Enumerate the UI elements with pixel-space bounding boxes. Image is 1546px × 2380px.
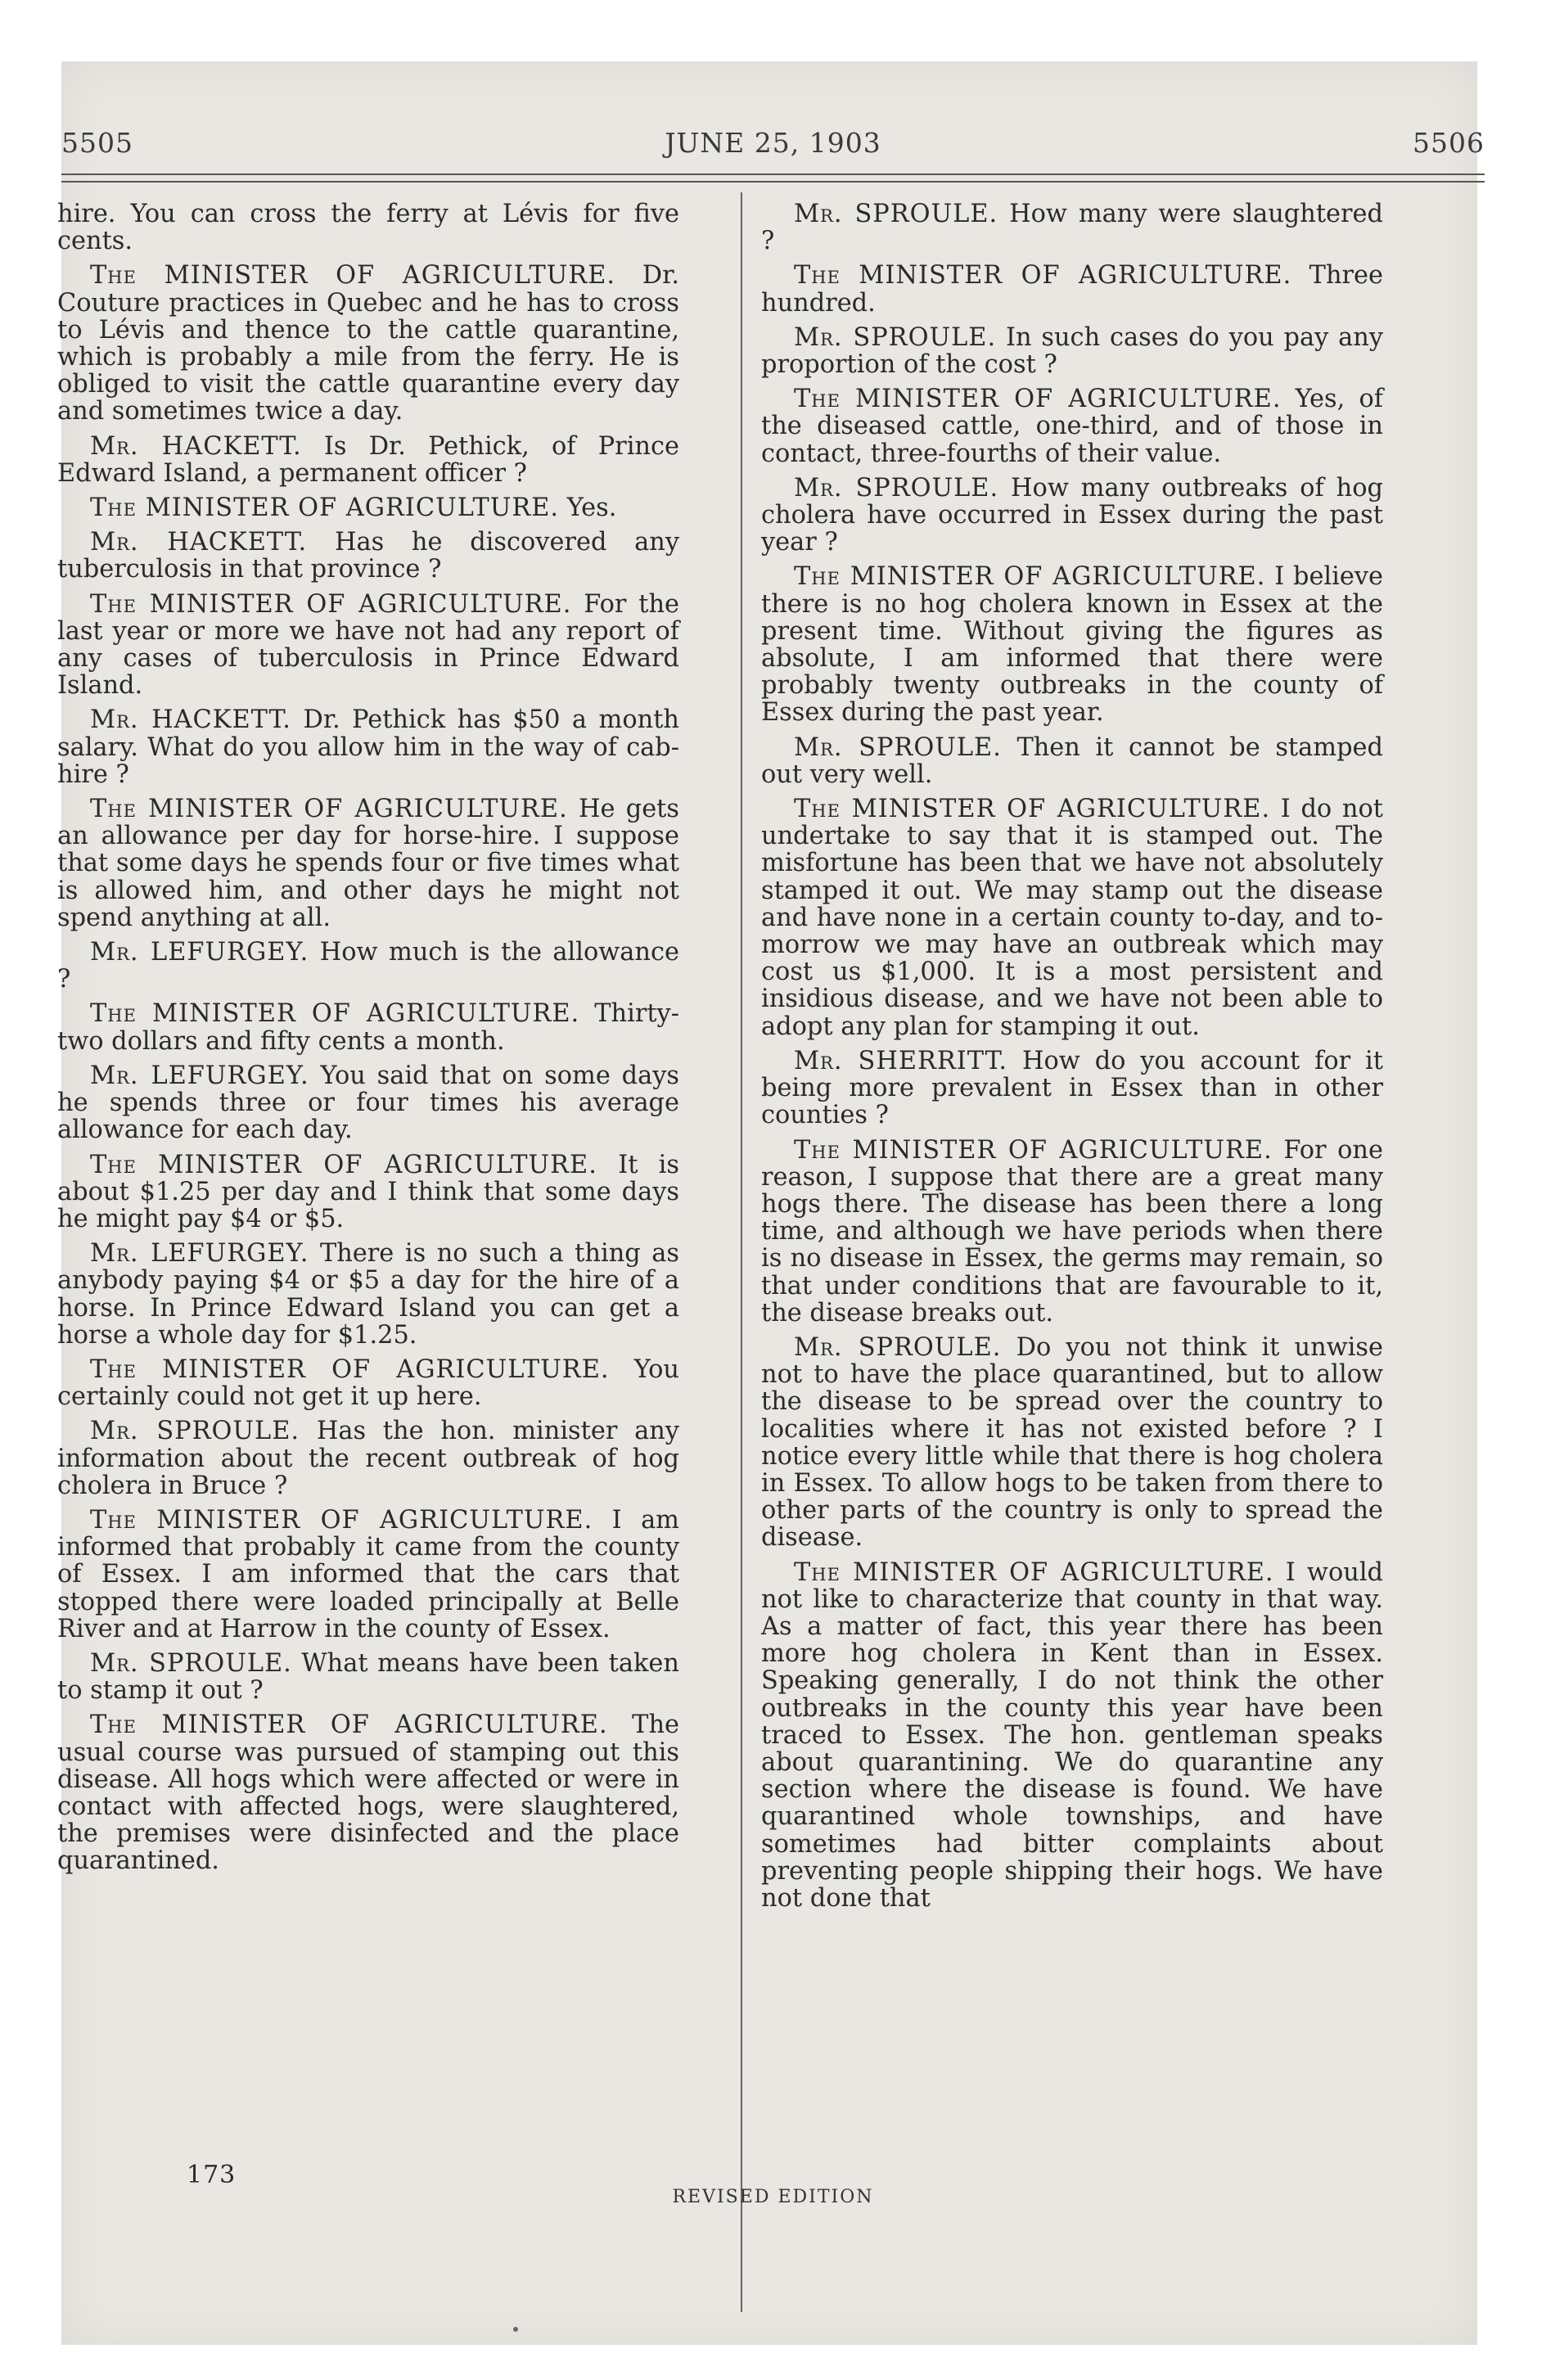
hansard-paragraph xyxy=(57,1152,679,1233)
speech-text: How many outbreaks of hog cholera have occurred in Essex during the past year ? xyxy=(761,473,1383,557)
speaker-name: Mr. SPROULE. xyxy=(794,200,998,228)
page-number-left: 5505 xyxy=(61,127,133,159)
speech-text: How many were slaughtered ? xyxy=(761,200,1383,256)
right-column xyxy=(761,201,1383,1919)
hansard-paragraph xyxy=(761,796,1383,1040)
hansard-paragraph xyxy=(57,201,679,255)
speaker-name: The MINISTER OF AGRICULTURE. xyxy=(90,1355,610,1384)
speaker-name: The MINISTER OF AGRICULTURE. xyxy=(794,1135,1273,1165)
speech-text: Yes, of the diseased cattle, one-third, and of those in contact, three-fourths of their value. xyxy=(761,385,1383,468)
hansard-paragraph xyxy=(761,385,1383,467)
hansard-paragraph xyxy=(57,1650,679,1704)
speaker-name: Mr. SPROULE. xyxy=(90,1417,300,1446)
page-number-right: 5506 xyxy=(1413,127,1485,159)
speaker-name: The MINISTER OF AGRICULTURE. xyxy=(794,261,1292,291)
speaker-name: Mr. LEFURGEY. xyxy=(90,1239,309,1269)
speaker-name: The MINISTER OF AGRICULTURE. xyxy=(90,1150,597,1179)
hansard-paragraph xyxy=(57,939,679,993)
speech-text: For one reason, I suppose that there are a great many hogs there. The disease has been there a long time, and although we have periods when there is no disease in Essex, the germs may remain, so that under conditions that are favourable to it, the disease breaks out. xyxy=(761,1135,1383,1327)
speaker-name: Mr. SPROULE. xyxy=(90,1648,292,1678)
speaker-name: Mr. LEFURGEY. xyxy=(90,1061,309,1090)
left-column xyxy=(57,201,679,1882)
speaker-name: Mr. HACKETT. xyxy=(90,431,302,461)
speech-text: Do you not think it unwise not to have the place quarantined, but to allow the disease to be spread over the country to localities where it has not existed before ? I notice every little while that there is hog cholera in Essex. To allow hogs to be taken from there to other parts of the country is only to spread the disease. xyxy=(761,1332,1383,1553)
speech-text: hire. You can cross the ferry at Lévis for five cents. xyxy=(57,200,679,256)
hansard-paragraph xyxy=(57,1240,679,1349)
speaker-name: Mr. SPROULE. xyxy=(794,1332,1002,1362)
hansard-paragraph xyxy=(57,796,679,931)
speech-text: Yes. xyxy=(566,494,617,523)
speech-text: He gets an allowance per day for horse-hire. I suppose that some days he spends four or five times what is allowed him, and other days he might not spend anything at all. xyxy=(57,795,679,932)
hansard-paragraph xyxy=(57,706,679,788)
speech-text: In such cases do you pay any proportion of the cost ? xyxy=(761,322,1383,380)
speaker-name: Mr. SHERRITT. xyxy=(794,1046,1008,1075)
speaker-name: The MINISTER OF AGRICULTURE. xyxy=(90,999,580,1029)
speaker-name: Mr. SPROULE. xyxy=(794,473,999,503)
speech-text: I do not undertake to say that it is stamped out. The misfortune has been that we have not absolutely stamped it out. We may stamp out the disease and have none in a certain county to-day, and to-morrow we may have an outbreak which may cost us $1,000. It is a most persistent and insidious disease, and we have not been able to adopt any plan for stamping it out. xyxy=(761,795,1383,1041)
speaker-name: The MINISTER OF AGRICULTURE. xyxy=(90,261,616,291)
speech-text: I would not like to characterize that county in that way. As a matter of fact, this year there has been more hog cholera in Kent than in Essex. Speaking generally, I do not think the other outbreaks in the county this year have been traced to Essex. The hon. gentleman speaks about quarantining. We do quarantine any section where the disease is found. We have quarantined whole townships, and have sometimes had bitter complaints about preventing people shipping their hogs. We have not done that xyxy=(761,1557,1383,1913)
column-divider xyxy=(741,192,742,2312)
hansard-paragraph xyxy=(761,734,1383,788)
hansard-paragraph xyxy=(761,201,1383,255)
print-speck xyxy=(513,2327,518,2332)
speech-text: It is about $1.25 per day and I think that some days he might pay $4 or $5. xyxy=(57,1150,679,1233)
speech-text: The usual course was pursued of stamping out this disease. All hogs which were affected or were in contact with affected hogs, were slaughtered, the premises were disinfected and the place quarantined. xyxy=(57,1711,680,1876)
speech-text: How much is the allowance ? xyxy=(57,938,680,994)
folio-number: 173 xyxy=(187,2161,237,2189)
speech-text: How do you account for it being more prevalent in Essex than in other counties ? xyxy=(761,1046,1383,1130)
speech-text: Has the hon. minister any information about the recent outbreak of hog cholera in Bruce ? xyxy=(57,1417,679,1500)
hansard-paragraph xyxy=(761,1048,1383,1129)
hansard-paragraph xyxy=(57,529,679,583)
hansard-paragraph xyxy=(57,1062,679,1144)
speaker-name: The MINISTER OF AGRICULTURE. xyxy=(90,1711,608,1740)
speech-text: There is no such a thing as anybody paying $4 or $5 a day for the hire of a horse. In Prince Edward Island you can get a horse a whole day for $1.25. xyxy=(57,1239,679,1350)
speaker-name: Mr. SPROULE. xyxy=(794,732,1002,762)
speech-text: Three hundred. xyxy=(761,261,1384,318)
speech-text: Has he discovered any tuberculosis in that province ? xyxy=(57,528,679,584)
speech-text: Dr. Couture practices in Quebec and he has to cross to Lévis and thence to the cattle quarantine, which is probably a mile from the ferry. He is obliged to visit the cattle quarantine every day and sometimes twice a day. xyxy=(57,261,680,426)
hansard-paragraph xyxy=(57,1356,679,1410)
hansard-paragraph xyxy=(57,1711,679,1874)
speech-text: For the last year or more we have not had any report of any cases of tuberculosis in Prince Edward Island. xyxy=(57,589,679,701)
hansard-paragraph xyxy=(57,262,679,425)
speaker-name: Mr. SPROULE. xyxy=(794,322,997,352)
hansard-paragraph xyxy=(57,591,679,700)
hansard-paragraph xyxy=(57,1000,679,1054)
header-rule xyxy=(61,174,1485,183)
edition-label: REVISED EDITION xyxy=(672,2187,874,2207)
speech-text: Dr. Pethick has $50 a month salary. What do you allow him in the way of cab-hire ? xyxy=(57,705,679,789)
speaker-name: The MINISTER OF AGRICULTURE. xyxy=(90,795,568,824)
speaker-name: The MINISTER OF AGRICULTURE. xyxy=(90,1505,593,1535)
hansard-paragraph xyxy=(57,1418,679,1499)
speaker-name: Mr. LEFURGEY. xyxy=(90,938,309,967)
speech-text: Is Dr. Pethick, of Prince Edward Island, a permanent officer ? xyxy=(57,431,679,488)
hansard-paragraph xyxy=(57,1507,679,1643)
speaker-name: The MINISTER OF AGRICULTURE. xyxy=(794,1557,1274,1587)
speaker-name: Mr. HACKETT. xyxy=(90,528,308,557)
speech-text: I am informed that probably it came from the county of Essex. I am informed that the cars that stopped there were loaded principally at Belle River and at Harrow in the county of Essex. xyxy=(57,1505,680,1643)
hansard-paragraph xyxy=(57,494,679,521)
hansard-paragraph xyxy=(761,563,1383,726)
hansard-paragraph xyxy=(761,1559,1383,1913)
page-header xyxy=(61,119,1485,176)
speaker-name: The MINISTER OF AGRICULTURE. xyxy=(90,589,572,619)
speech-text: Thirty-two dollars and fifty cents a month. xyxy=(57,999,679,1056)
speaker-name: The MINISTER OF AGRICULTURE. xyxy=(794,562,1266,592)
hansard-paragraph xyxy=(761,262,1383,316)
hansard-paragraph xyxy=(761,324,1383,378)
hansard-paragraph xyxy=(761,1334,1383,1552)
speaker-name: The MINISTER OF AGRICULTURE. xyxy=(794,795,1271,824)
speech-text: You certainly could not get it up here. xyxy=(57,1355,679,1412)
speaker-name: Mr. HACKETT. xyxy=(90,705,291,735)
speaker-name: The MINISTER OF AGRICULTURE. xyxy=(90,494,560,523)
page-date: JUNE 25, 1903 xyxy=(665,127,881,159)
hansard-paragraph xyxy=(761,1137,1383,1327)
speech-text: You said that on some days he spends three or four times his average allowance for each day. xyxy=(57,1061,680,1145)
speech-text: What means have been taken to stamp it out ? xyxy=(57,1648,679,1706)
hansard-paragraph xyxy=(57,433,679,487)
speaker-name: The MINISTER OF AGRICULTURE. xyxy=(794,385,1282,414)
speech-text: Then it cannot be stamped out very well. xyxy=(761,732,1383,789)
speech-text: I believe there is no hog cholera known in Essex at the present time. Without giving the figures as absolute, I am informed that there were probably twenty outbreaks in the county of Essex during the past year. xyxy=(761,562,1384,728)
hansard-paragraph xyxy=(761,475,1383,557)
